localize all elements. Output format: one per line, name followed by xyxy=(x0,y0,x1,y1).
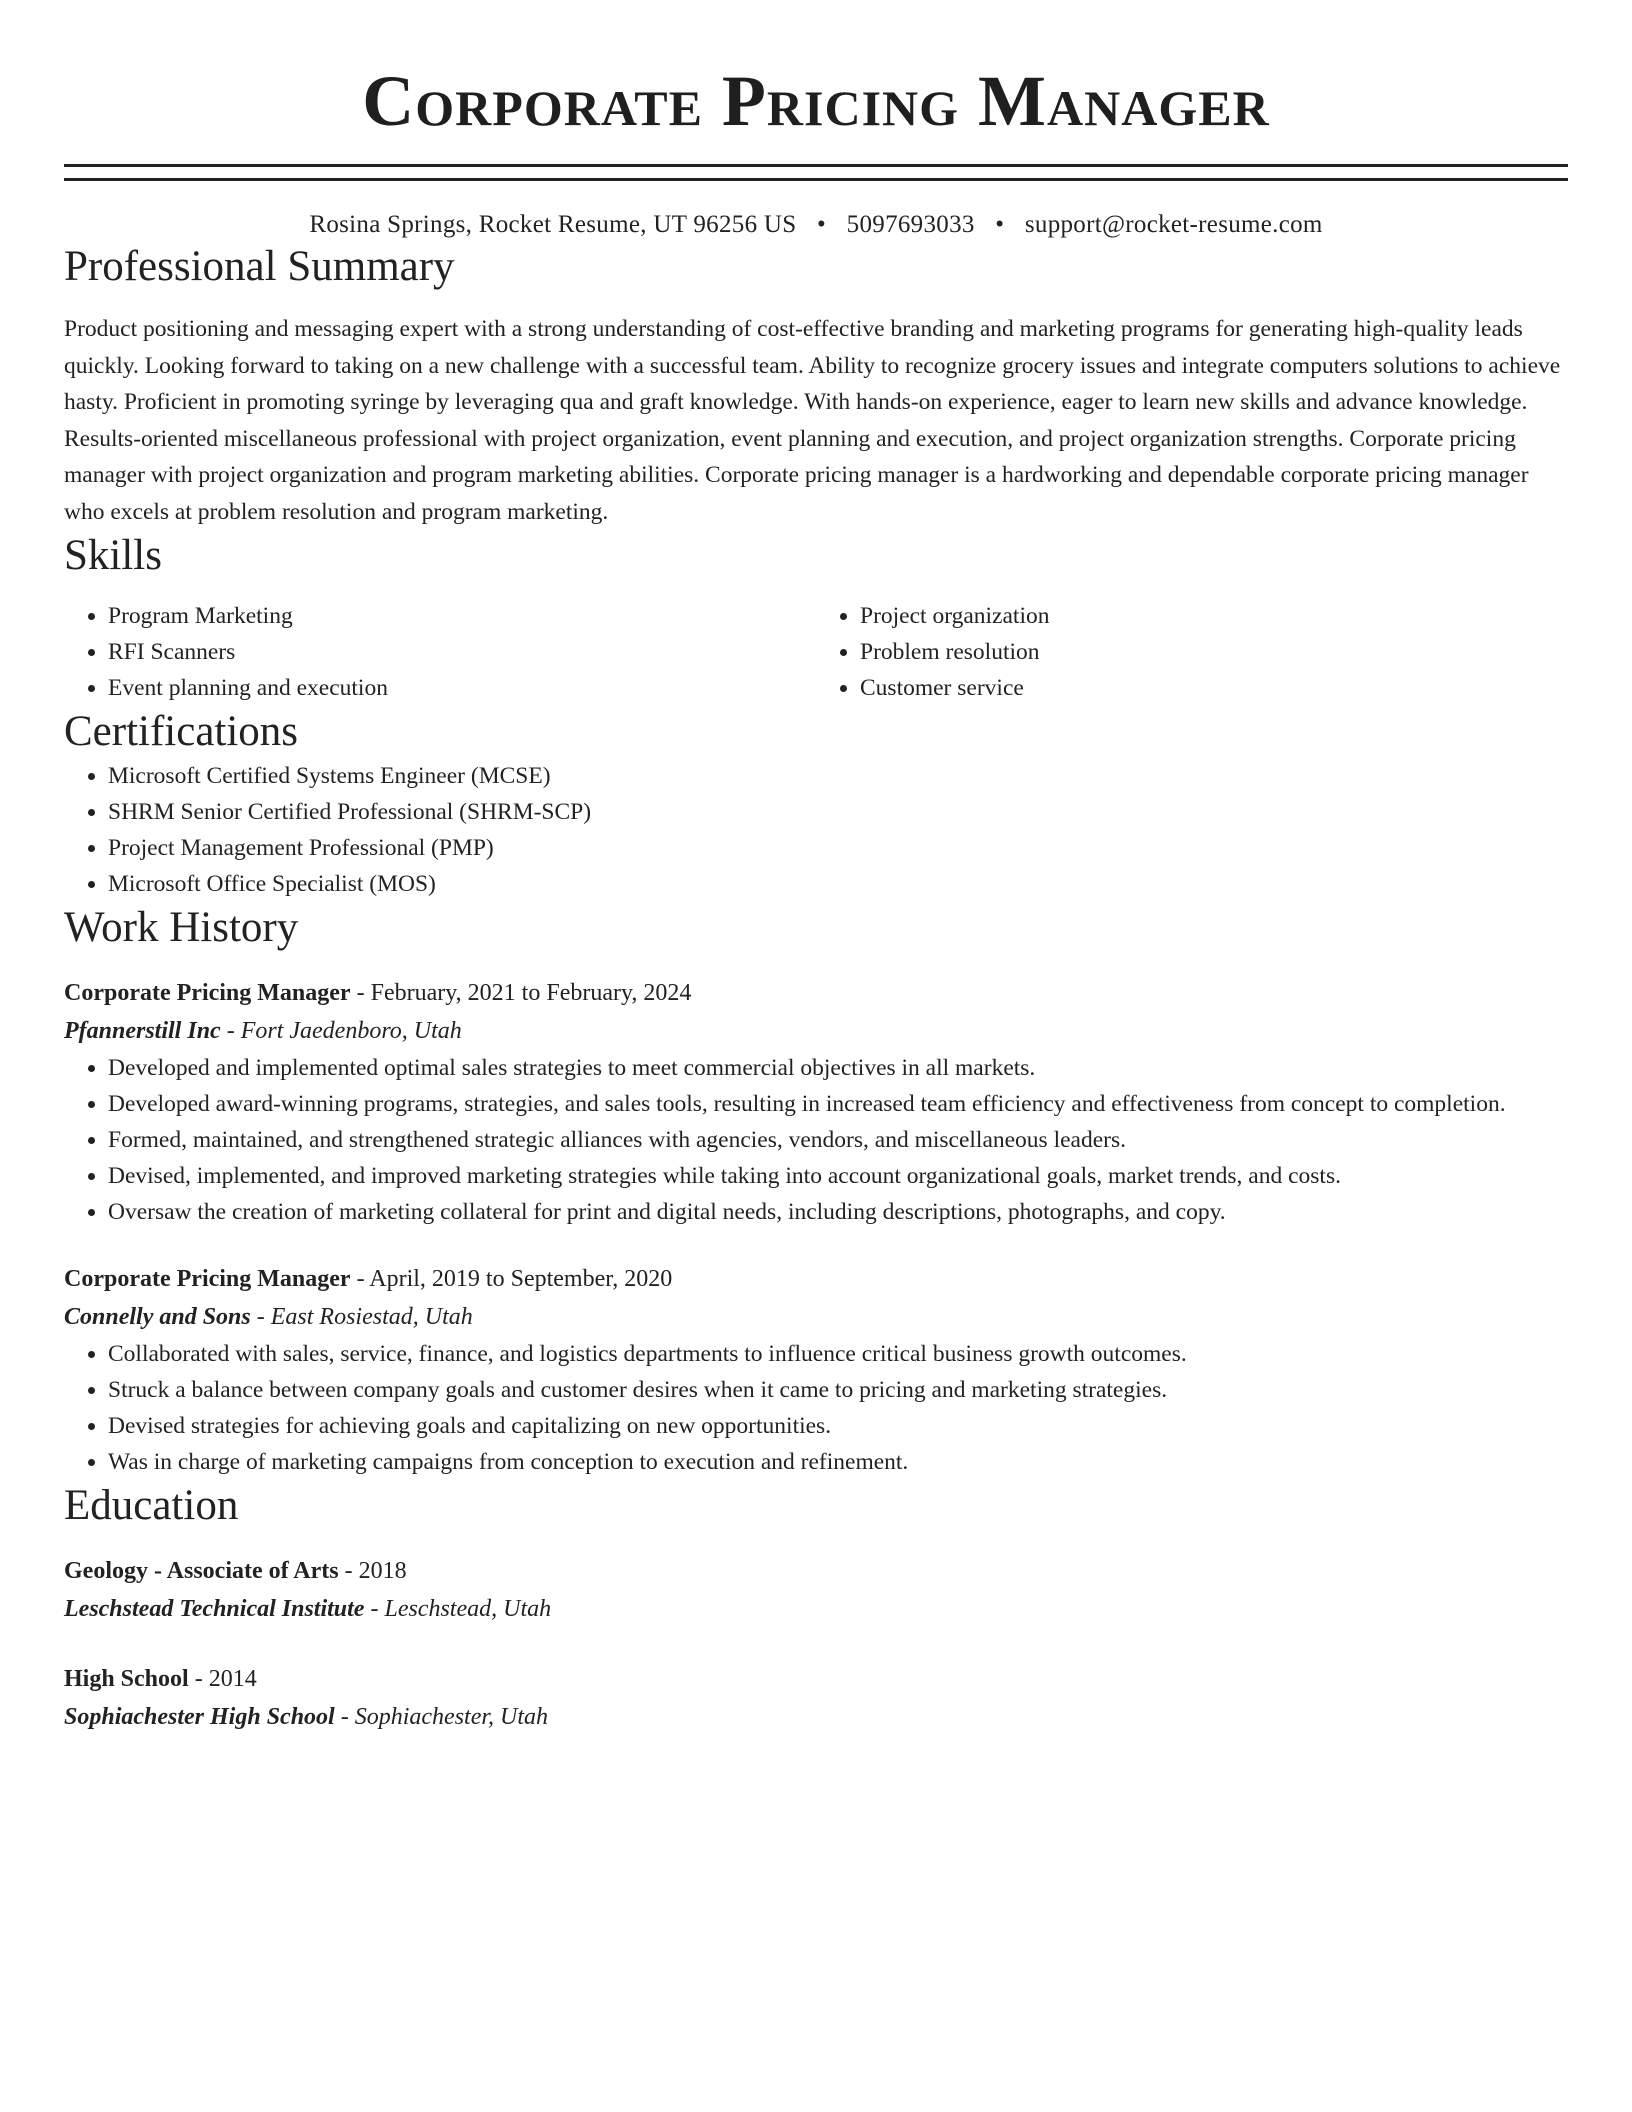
job-duty: • Developed and implemented optimal sales strategies to meet commercial objectives in all markets. xyxy=(108,1050,1568,1086)
skill-item: • Event planning and execution xyxy=(108,670,816,706)
skills-list xyxy=(64,598,1568,706)
certifications-list xyxy=(64,758,1568,902)
job-entry xyxy=(64,974,1568,1230)
job-entry xyxy=(64,1260,1568,1480)
contact-address: Rosina Springs, Rocket Resume, UT 96256 US xyxy=(309,211,797,238)
education-header: Geology - Associate of Arts - 2018 xyxy=(64,1558,407,1584)
education-school: Leschstead Technical Institute xyxy=(64,1596,365,1622)
job-duties xyxy=(64,1336,1568,1480)
job-dates: April, 2019 to September, 2020 xyxy=(369,1266,673,1292)
skill-item: • Program Marketing xyxy=(108,598,816,634)
contact-email: support@rocket-resume.com xyxy=(1024,211,1323,238)
certifications-heading: Certifications xyxy=(64,708,299,755)
education-header: High School - 2014 xyxy=(64,1666,257,1692)
education-entry xyxy=(64,1660,1568,1736)
skills-column-right xyxy=(816,598,1568,706)
education-location: Leschstead, Utah xyxy=(384,1596,552,1622)
job-duty: • Collaborated with sales, service, finance, and logistics departments to influence critical business growth outcomes. xyxy=(108,1336,1568,1372)
job-location: Fort Jaedenboro, Utah xyxy=(240,1018,462,1044)
summary-text: Product positioning and messaging expert with a strong understanding of cost-effective branding and marketing programs for generating high-quality leads quickly. Looking forward to taking on a new challenge with a successful team. Ability to recognize grocery issues and integrate computers solutions to achieve hasty. Proficient in promoting syringe by leveraging qua and graft knowledge. With hands-on experience, eager to learn new skills and advance knowledge. Results-oriented miscellaneous professional with project organization, event planning and execution, and project organization strengths. Corporate pricing manager with project organization and program marketing abilities. Corporate pricing manager is a hardworking and dependable corporate pricing manager who excels at problem resolution and program marketing. xyxy=(64,316,1561,525)
certification-item: • SHRM Senior Certified Professional (SHRM-SCP) xyxy=(108,794,1568,830)
education-degree: Geology - Associate of Arts xyxy=(64,1558,339,1584)
title-divider xyxy=(64,164,1568,181)
summary-heading: Professional Summary xyxy=(64,243,455,290)
education-location: Sophiachester, Utah xyxy=(354,1704,549,1730)
education-school: Sophiachester High School xyxy=(64,1704,335,1730)
job-duty: • Devised, implemented, and improved marketing strategies while taking into account organizational goals, market trends, and costs. xyxy=(108,1158,1568,1194)
job-header: Corporate Pricing Manager - February, 2021 to February, 2024 xyxy=(64,980,692,1006)
resume-title: Corporate Pricing Manager xyxy=(362,61,1270,141)
job-role: Corporate Pricing Manager xyxy=(64,980,351,1006)
contact-separator: • xyxy=(995,211,1005,238)
job-duty: • Oversaw the creation of marketing collateral for print and digital needs, including descriptions, photographs, and copy. xyxy=(108,1194,1568,1230)
contact-separator: • xyxy=(817,211,827,238)
skill-item: • Project organization xyxy=(860,598,1568,634)
job-role: Corporate Pricing Manager xyxy=(64,1266,351,1292)
education-heading: Education xyxy=(64,1482,239,1529)
work-history-heading: Work History xyxy=(64,904,299,951)
job-duty: • Struck a balance between company goals and customer desires when it came to pricing and marketing strategies. xyxy=(108,1372,1568,1408)
skill-item: • Problem resolution xyxy=(860,634,1568,670)
skills-column-left xyxy=(64,598,816,706)
skill-item: • RFI Scanners xyxy=(108,634,816,670)
job-duty: • Devised strategies for achieving goals and capitalizing on new opportunities. xyxy=(108,1408,1568,1444)
skills-heading: Skills xyxy=(64,532,162,579)
job-dates: February, 2021 to February, 2024 xyxy=(370,980,692,1006)
contact-line xyxy=(64,209,1568,241)
education-institution: Leschstead Technical Institute - Leschstead, Utah xyxy=(64,1596,552,1622)
skill-item: • Customer service xyxy=(860,670,1568,706)
job-header: Corporate Pricing Manager - April, 2019 to September, 2020 xyxy=(64,1266,673,1292)
job-company: Pfannerstill Inc xyxy=(64,1018,221,1044)
education-entry xyxy=(64,1552,1568,1628)
education-year: 2018 xyxy=(358,1558,407,1584)
job-employer: Pfannerstill Inc - Fort Jaedenboro, Utah xyxy=(64,1018,462,1044)
education-degree: High School xyxy=(64,1666,189,1692)
certification-item: • Microsoft Office Specialist (MOS) xyxy=(108,866,1568,902)
contact-phone: 5097693033 xyxy=(846,211,975,238)
job-duty: • Developed award-winning programs, strategies, and sales tools, resulting in increased team efficiency and effectiveness from concept to completion. xyxy=(108,1086,1568,1122)
certification-item: • Microsoft Certified Systems Engineer (MCSE) xyxy=(108,758,1568,794)
job-duty: • Formed, maintained, and strengthened strategic alliances with agencies, vendors, and miscellaneous leaders. xyxy=(108,1122,1568,1158)
education-year: 2014 xyxy=(208,1666,257,1692)
job-duties xyxy=(64,1050,1568,1230)
certification-item: • Project Management Professional (PMP) xyxy=(108,830,1568,866)
job-duty: • Was in charge of marketing campaigns from conception to execution and refinement. xyxy=(108,1444,1568,1480)
job-company: Connelly and Sons xyxy=(64,1304,251,1330)
education-institution: Sophiachester High School - Sophiachester, Utah xyxy=(64,1704,549,1730)
job-employer: Connelly and Sons - East Rosiestad, Utah xyxy=(64,1304,473,1330)
job-location: East Rosiestad, Utah xyxy=(270,1304,473,1330)
